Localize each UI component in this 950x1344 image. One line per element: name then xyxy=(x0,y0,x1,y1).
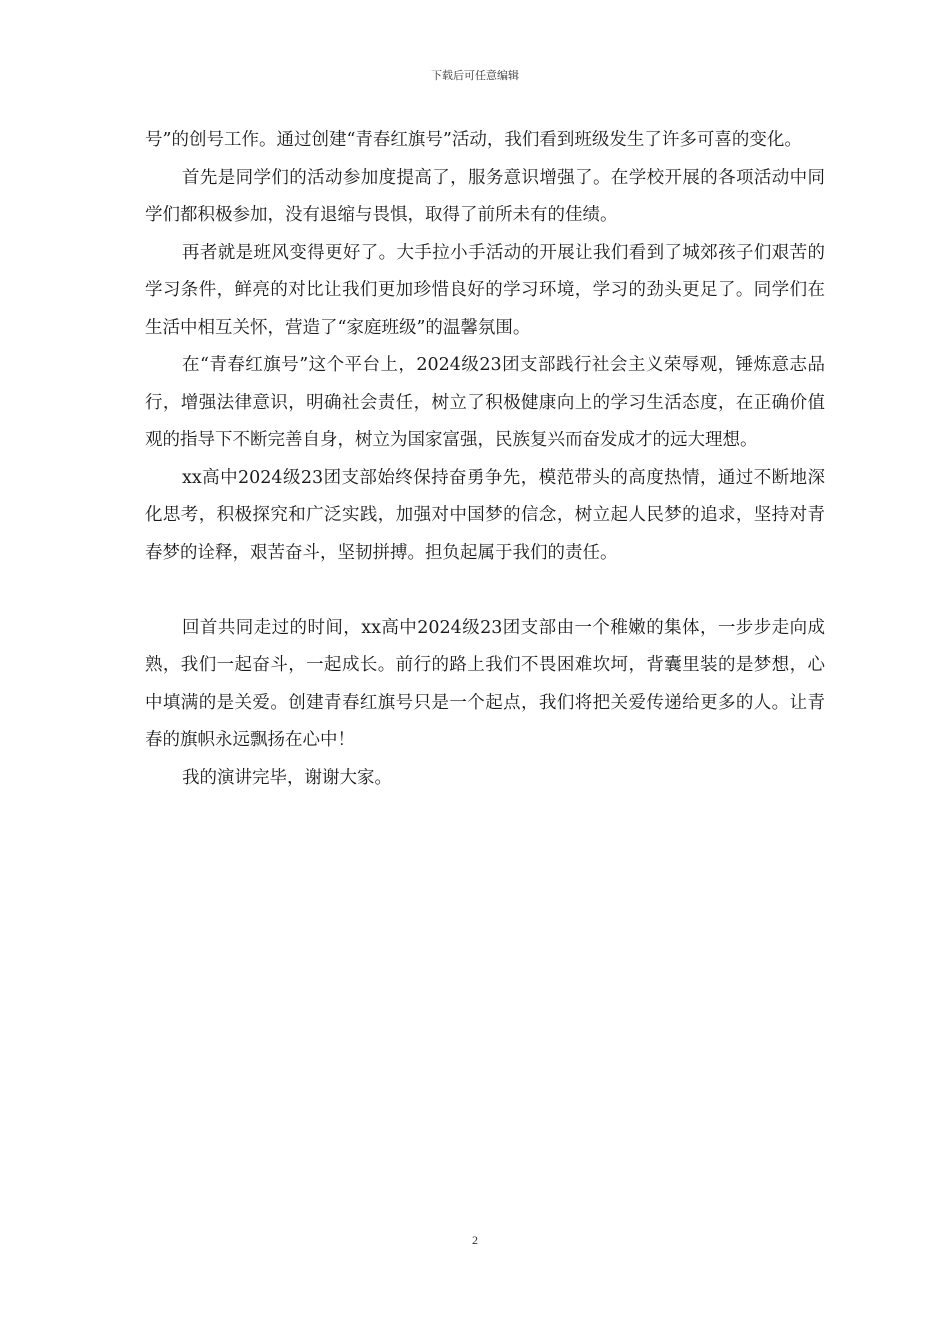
paragraph-continuation: 号”的创号工作。通过创建“青春红旗号”活动，我们看到班级发生了许多可喜的变化。 xyxy=(145,130,802,150)
paragraph-league-branch: xx高中2024级23团支部始终保持奋勇争先，模范带头的高度热情，通过不断地深化思考，积极探究和广泛实践，加强对中国梦的信念，树立起人民梦的追求，坚持对青春梦的诠释，艰苦奋斗，坚韧拼搏。担负起属于我们的责任。 xyxy=(145,467,825,563)
document-body xyxy=(145,122,825,797)
paragraph-closing: 我的演讲完毕，谢谢大家。 xyxy=(182,767,392,788)
paragraph-looking-back: 回首共同走过的时间，xx高中2024级23团支部由一个稚嫩的集体，一步步走向成熟，我们一起奋斗，一起成长。前行的路上我们不畏困难坎坷，背囊里装的是梦想，心中填满的是关爱。创建青春红旗号只是一个起点，我们将把关爱传递给更多的人。让青春的旗帜永远飘扬在心中！ xyxy=(145,617,825,750)
paragraph-spacer xyxy=(145,572,825,610)
paragraph-platform: 在“青春红旗号”这个平台上，2024级23团支部践行社会主义荣辱观，锤炼意志品行，增强法律意识，明确社会责任，树立了积极健康向上的学习生活态度，在正确价值观的指导下不断完善自身，树立为国家富强，民族复兴而奋发成才的远大理想。 xyxy=(145,355,825,450)
paragraph-class-atmosphere: 再者就是班风变得更好了。大手拉小手活动的开展让我们看到了城郊孩子们艰苦的学习条件，鲜亮的对比让我们更加珍惜良好的学习环境，学习的劲头更足了。同学们在生活中相互关怀，营造了“家庭班级”的温馨氛围。 xyxy=(145,242,825,338)
page-number: 2 xyxy=(472,1233,478,1247)
paragraph-activity-participation: 首先是同学们的活动参加度提高了，服务意识增强了。在学校开展的各项活动中同学们都积极参加，没有退缩与畏惧，取得了前所未有的佳绩。 xyxy=(145,167,825,225)
page-header: 下载后可任意编辑 xyxy=(431,69,519,82)
